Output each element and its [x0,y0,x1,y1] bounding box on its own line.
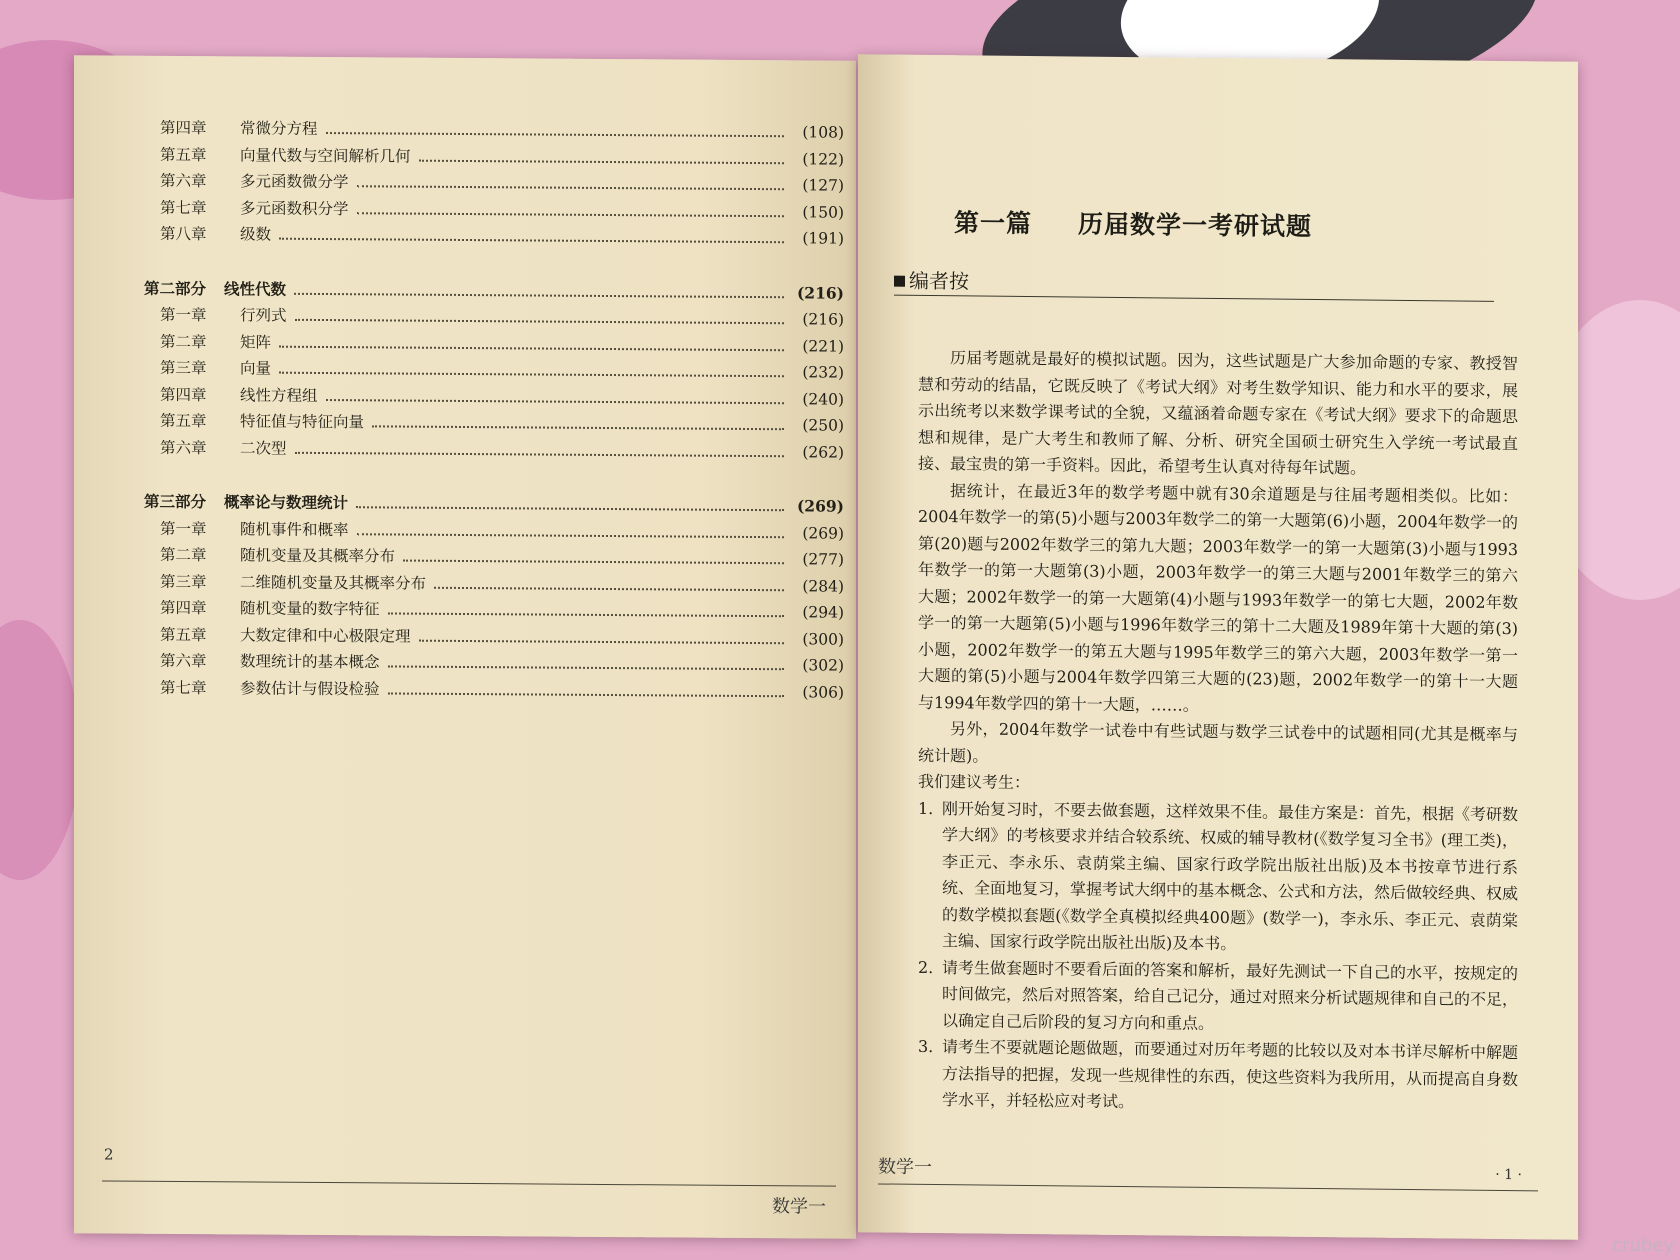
toc-chapter-number: 第一章 [160,305,207,325]
advice-intro: 我们建议考生： [918,771,1031,793]
toc-page-number: (277) [802,550,844,569]
list-item: 3. 请考生不要就题论题做题，而要通过对历年考题的比较以及对本书详尽解析中解题方法指导的把握，发现一些规律性的东西，使这些资料为我所用，从而提高自身数学水平，并轻松应对考试。 [918,1036,1519,1112]
toc-page-number: (300) [802,629,844,649]
toc-page-number: (250) [802,416,844,435]
list-item: 1. 刚开始复习时，不要去做套题，这样效果不佳。最佳方案是：首先，根据《考研数学大纲》的考核要求并结合较系统、权威的辅导教材(《数学复习全书》(理工类)，李正元、李永乐、袁荫棠主编、国家行政学院出版社出版)及本书按章节进行系统、全面地复习，掌握考试大纲中的基本概念、公式和方法，然后做较经典、权威的数学模拟套题(《数学全真模拟经典400题》(数学一)，李永乐、李正元、袁荫棠主编、国家行政学院出版社出版)及本书。 [918,798,1519,954]
toc-chapter-title: 参数估计与假设检验 [240,678,380,698]
toc-chapter-row [144,675,844,706]
left-footer-rule [102,1180,836,1186]
toc-section [144,276,844,466]
toc-chapter-number: 第五章 [160,625,207,644]
right-page [858,54,1578,1240]
paragraph: 历届考题就是最好的模拟试题。因为，这些试题是广大参加命题的专家、教授智慧和劳动的结晶，它既反映了《考试大纲》对考生数学知识、能力和水平的要求，展示出统考以来数学课考试的全貌，又蕴涵着命题专家在《考试大纲》要求下的命题思想和规律，是广大考生和教师了解、分析、研究全国硕士研究生入学统一考试最直接、最宝贵的第一手资料。因此，希望考生认真对待每年试题。 [918,348,1518,478]
toc-chapter-row [144,435,844,466]
toc-chapter-title: 随机变量及其概率分布 [240,546,396,566]
toc-page-number: (232) [802,363,844,382]
toc-chapter-number: 第六章 [160,438,207,457]
toc-section [144,116,844,253]
background-fabric-pink-2 [0,620,80,880]
toc-chapter-title: 级数 [240,225,272,244]
toc-page-number: (216) [802,310,844,329]
toc-chapter-number: 第三章 [160,572,207,591]
toc-chapter-title: 矩阵 [240,332,272,352]
toc-chapter-number: 第六章 [160,171,207,191]
toc-chapter-title: 数理统计的基本概念 [240,652,380,672]
toc-leader-dots [419,639,784,644]
toc-chapter-title: 向量 [240,359,272,378]
toc-leader-dots [357,185,784,190]
toc-chapter-title: 线性代数 [224,278,287,299]
toc-page-number: (108) [802,123,844,142]
toc-chapter-title: 随机变量的数字特征 [240,599,380,619]
toc-chapter-number: 第一章 [160,519,207,538]
toc-chapter-number: 第二章 [160,332,207,351]
toc-chapter-number: 第二部分 [144,278,207,298]
toc-chapter-row [144,222,844,253]
toc-chapter-title: 随机事件和概率 [240,519,349,539]
editor-note-rule [894,295,1494,302]
toc-chapter-number: 第三部分 [144,491,207,512]
toc-chapter-number: 第八章 [160,224,207,244]
toc-leader-dots [372,425,784,430]
watermark: crubey [1612,1235,1674,1256]
toc-page-number: (306) [802,682,844,702]
toc-page-number: (284) [802,576,844,596]
right-footer-rule [878,1183,1538,1191]
advice-list [918,795,1518,1119]
toc-page-number: (294) [802,603,844,622]
toc-chapter-number: 第七章 [160,678,207,697]
editor-note-label: 编者按 [909,268,969,294]
toc-leader-dots [357,212,784,217]
toc-chapter-title: 行列式 [240,306,287,325]
right-page-number: · 1 · [1495,1166,1522,1184]
right-footer-label: 数学一 [878,1156,932,1179]
toc-page-number: (269) [802,523,844,543]
section-title-part: 第一篇 [954,208,1033,239]
left-footer-label: 数学一 [772,1196,826,1218]
toc-leader-dots [357,533,784,538]
toc-leader-dots [388,612,784,617]
paragraph: 据统计，在最近3年的数学考题中就有30余道题是与往届考题相类似。比如：2004年数学一的第(5)小题与2003年数学二的第一大题第(6)小题，2004年数学一的第(20)题与2002年数学三的第九大题；2003年数学一的第一大题第(3)小题与1993年数学一的第一大题第(3)小题，2003年数学一的第三大题与2001年数学三的第六大题；2002年数学一的第一大题第(4)小题与1993年数学一的第七大题，2002年数学一的第一大题第(5)小题与1996年数学三的第十二大题及1989年第十大题的第(3)小题，2002年数学一的第五大题与1995年数学三的第六大题，2003年数学一第一大题的第(5)小题与2004年数学四第三大题的(23)题，2002年数学一的第十一大题与1994年数学四的第十一大题，……。 [918,480,1518,715]
square-bullet-icon [894,276,905,287]
toc-chapter-title: 二维随机变量及其概率分布 [240,572,427,593]
toc-leader-dots [326,132,784,137]
editor-note-body [918,345,1518,1120]
toc-leader-dots [403,560,784,565]
toc-page-number: (122) [802,149,844,169]
left-page [74,55,856,1238]
toc-chapter-title: 多元函数微分学 [240,172,349,192]
toc-page-number: (216) [796,282,844,303]
toc-leader-dots [279,372,784,378]
toc-leader-dots [295,451,784,456]
toc-leader-dots [294,292,784,297]
toc-page-number: (127) [802,176,844,195]
toc-chapter-number: 第二章 [160,545,207,565]
toc-leader-dots [434,586,784,590]
toc-chapter-title: 线性方程组 [240,385,318,405]
toc-chapter-number: 第五章 [160,145,207,164]
toc-page-number: (150) [802,202,844,222]
section-title [954,203,1312,243]
toc-page-number: (191) [802,229,844,248]
toc-leader-dots [388,692,784,697]
toc-page-number: (302) [802,656,844,675]
toc-leader-dots [326,399,784,404]
paragraph: 另外，2004年数学一试卷中有些试题与数学三试卷中的试题相同(尤其是概率与统计题)。 [918,719,1518,766]
toc-chapter-title: 多元函数积分学 [240,198,349,218]
toc-leader-dots [279,345,784,351]
toc-page-number: (269) [796,496,844,516]
toc-page-number: (221) [802,336,844,356]
toc-section [144,490,844,707]
toc-chapter-number: 第五章 [160,411,207,431]
toc-leader-dots [295,319,784,324]
list-item: 2. 请考生做套题时不要看后面的答案和解析，最好先测试一下自己的水平，按规定的时间做完，然后对照答案，给自己记分，通过对照来分析试题规律和自己的不足，以确定自己后阶段的复习方向和重点。 [918,957,1519,1033]
toc-page-number: (262) [802,442,844,462]
toc-chapter-number: 第四章 [160,385,207,404]
toc-chapter-title: 二次型 [240,438,287,458]
toc-chapter-title: 概率论与数理统计 [224,492,349,513]
toc-leader-dots [419,159,784,164]
left-page-number: 2 [104,1145,114,1164]
toc-leader-dots [356,506,784,511]
toc-chapter-number: 第四章 [160,118,207,138]
toc-chapter-title: 特征值与特征向量 [240,412,365,432]
toc-page-number: (240) [802,389,844,409]
table-of-contents [144,116,844,735]
editor-note-heading [894,265,969,295]
toc-leader-dots [279,238,784,244]
toc-chapter-title: 常微分方程 [240,119,318,138]
toc-chapter-number: 第六章 [160,651,207,671]
toc-chapter-title: 向量代数与空间解析几何 [240,145,411,166]
toc-leader-dots [388,665,784,670]
toc-chapter-number: 第四章 [160,598,207,618]
section-title-main: 历届数学一考研试题 [1078,209,1313,241]
toc-chapter-number: 第七章 [160,198,207,217]
toc-chapter-number: 第三章 [160,358,207,378]
toc-chapter-title: 大数定律和中心极限定理 [240,625,411,646]
